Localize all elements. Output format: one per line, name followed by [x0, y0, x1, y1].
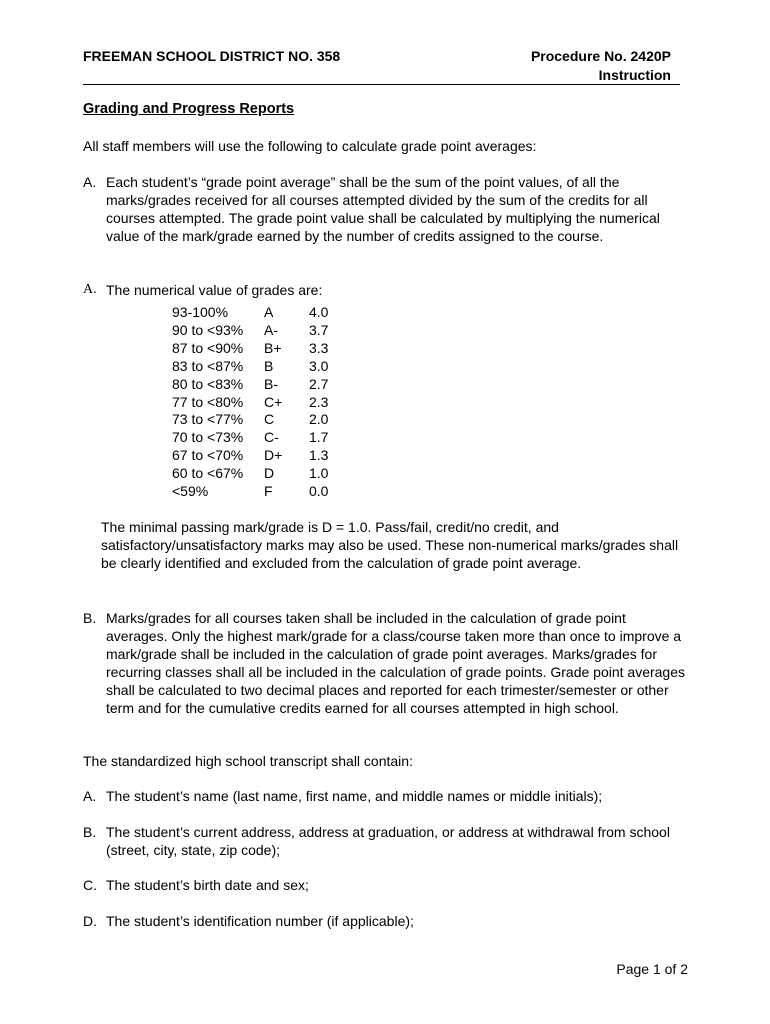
grade-points-cell: 3.3 [309, 339, 329, 356]
inclusion-rule-item [83, 609, 688, 717]
grade-points-cell: 2.7 [309, 375, 329, 392]
grade-points-cell: 3.0 [309, 357, 329, 374]
grade-range-cell: 83 to <87% [172, 357, 244, 374]
grade-range-cell: 60 to <67% [172, 465, 244, 482]
grade-range-cell: 73 to <77% [172, 411, 244, 428]
intro-paragraph: All staff members will use the following to calculate grade point averages: [83, 138, 537, 154]
grade-row [172, 376, 349, 394]
list-marker: C. [83, 877, 97, 893]
grade-row [172, 322, 349, 340]
grade-range-cell: 70 to <73% [172, 429, 244, 446]
grade-letter-cell: C [264, 411, 275, 428]
grade-letter-cell: D [264, 465, 275, 482]
grade-range-cell: 80 to <83% [172, 375, 244, 392]
list-marker: A. [83, 174, 97, 190]
grade-row [172, 411, 349, 429]
transcript-item-birthdate [83, 876, 688, 894]
grade-range-cell: 77 to <80% [172, 393, 244, 410]
grade-letter-cell: C+ [264, 393, 283, 410]
grade-letter-cell: B- [264, 375, 278, 392]
page-number: Page 1 of 2 [616, 961, 688, 977]
grade-range-cell: 87 to <90% [172, 339, 244, 356]
grade-letter-cell: A [264, 304, 274, 320]
list-marker: A. [83, 788, 97, 804]
grade-range-cell: 67 to <70% [172, 447, 244, 464]
transcript-item-text: The student’s identification number (if applicable); [106, 913, 414, 929]
grade-row [172, 465, 349, 483]
list-marker: A. [83, 282, 97, 297]
grade-values-item [83, 281, 688, 299]
grade-range-cell: <59% [172, 483, 209, 500]
list-marker: B. [83, 610, 97, 626]
grade-values-text: The numerical value of grades are: [106, 282, 323, 298]
grade-letter-cell: D+ [264, 447, 283, 464]
grade-points-cell: 1.0 [309, 465, 329, 482]
grade-letter-cell: B [264, 357, 274, 374]
grade-row [172, 483, 349, 501]
transcript-item-text: The student’s current address, address at graduation, or address at withdrawal from school (street, city, state, zip code); [106, 824, 670, 858]
grade-points-cell: 4.0 [309, 304, 329, 320]
grade-points-cell: 0.0 [309, 483, 329, 500]
grade-letter-cell: A- [264, 321, 278, 338]
transcript-item-address [83, 823, 688, 859]
grade-letter-cell: F [264, 483, 273, 500]
transcript-item-id [83, 912, 688, 930]
grade-row [172, 394, 349, 412]
grade-points-cell: 1.3 [309, 447, 329, 464]
grade-row [172, 358, 349, 376]
grade-row [172, 304, 349, 322]
procedure-number: Procedure No. 2420P [530, 48, 671, 64]
list-marker: B. [83, 824, 97, 840]
procedure-category: Instruction [598, 67, 671, 83]
list-marker: D. [83, 913, 97, 929]
grade-points-cell: 2.3 [309, 393, 329, 410]
procedure-header [531, 47, 671, 85]
transcript-item-text: The student’s birth date and sex; [106, 877, 309, 893]
transcript-intro: The standardized high school transcript shall contain: [83, 753, 413, 769]
grade-range-cell: 90 to <93% [172, 321, 244, 338]
grade-row [172, 429, 349, 447]
grade-row [172, 340, 349, 358]
district-name: FREEMAN SCHOOL DISTRICT NO. 358 [83, 48, 341, 64]
grade-range-cell: 93-100% [172, 304, 229, 320]
passing-note: The minimal passing mark/grade is D = 1.0. Pass/fail, credit/no credit, and satisfactory/unsatisfactory marks may also be used. These non-numerical marks/grades shall be clearly identified and excluded from the calculation of grade point average. [101, 519, 679, 571]
header-divider [83, 84, 680, 85]
grade-points-cell: 2.0 [309, 411, 329, 428]
section-title: Grading and Progress Reports [83, 101, 295, 117]
gpa-definition-item [83, 173, 688, 245]
gpa-definition-text: Each student’s “grade point average” shall be the sum of the point values, of all the marks/grades received for all courses attempted divided by the sum of the credits for all courses attempted. The grade point value shall be calculated by multiplying the numerical value of the mark/grade earned by the number of credits assigned to the course. [106, 174, 660, 244]
inclusion-rule-text: Marks/grades for all courses taken shall be included in the calculation of grade point averages. Only the highest mark/grade for a class/course taken more than once to improve a mark/grade shall be included in the calculation of grade point averages. Marks/grades for recurring classes shall all be included in the calculation of grade points. Grade point averages shall be calculated to two decimal places and reported for each trimester/semester or other term and for the cumulative credits earned for all courses attempted in high school. [106, 610, 686, 716]
grade-letter-cell: C- [264, 429, 279, 446]
transcript-item-name [83, 787, 688, 805]
transcript-item-text: The student’s name (last name, first name, and middle names or middle initials); [106, 788, 603, 804]
grade-points-cell: 3.7 [309, 321, 329, 338]
grade-scale-table [172, 304, 349, 501]
grade-letter-cell: B+ [264, 339, 282, 356]
grade-row [172, 447, 349, 465]
grade-points-cell: 1.7 [309, 429, 329, 446]
